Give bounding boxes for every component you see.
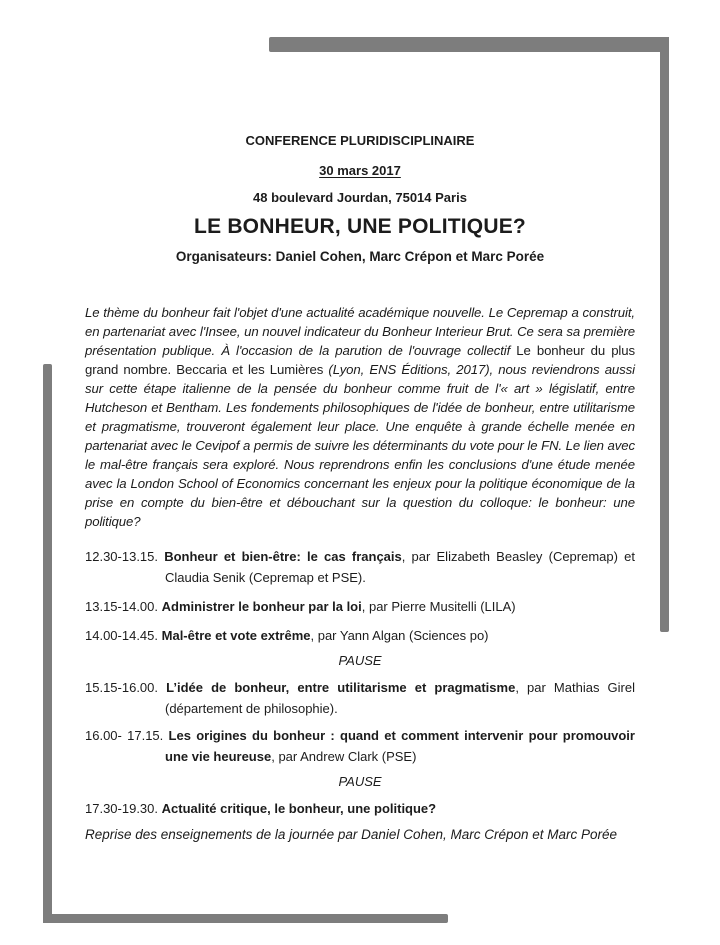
scan-shadow-left <box>43 364 52 923</box>
page-title: LE BONHEUR, UNE POLITIQUE? <box>194 215 526 238</box>
talk-details: , par Andrew Clark (PSE) <box>271 748 417 764</box>
schedule-item-1 <box>85 546 635 588</box>
conference-address: 48 boulevard Jourdan, 75014 Paris <box>253 190 467 205</box>
schedule-item-3 <box>85 625 635 646</box>
talk-title: Actualité critique, le bonheur, une politique? <box>161 800 437 816</box>
pause-label: PAUSE <box>338 652 382 668</box>
time-slot: 15.15-16.00. <box>85 679 159 695</box>
talk-title: L’idée de bonheur, entre utilitarisme et pragmatisme <box>166 679 516 695</box>
scan-shadow-right <box>660 37 669 632</box>
book-title: Le bonheur du plus grand nombre. Beccaria et les Lumières <box>85 342 635 377</box>
talk-details: , par Mathias Girel (département de philosophie). <box>165 679 636 716</box>
intro-text-before: Le thème du bonheur fait l'objet d'une actualité académique nouvelle. Le Cepremap a construit, en partenariat avec l'Insee, un nouvel indicateur du Bonheur Interieur Brut. Ce sera sa première présentation publique. À l'occasion de la parution de l'ouvrage collectif <box>85 304 635 358</box>
time-slot: 12.30-13.15. <box>85 548 159 564</box>
schedule-item-4 <box>85 677 635 719</box>
time-slot: 13.15-14.00. <box>85 598 159 614</box>
scan-shadow-bottom <box>43 914 448 923</box>
intro-paragraph <box>85 303 635 531</box>
talk-details: , par Pierre Musitelli (LILA) <box>361 598 516 614</box>
schedule-item-2 <box>85 596 635 617</box>
time-slot: 17.30-19.30. <box>85 800 159 816</box>
talk-title: Bonheur et bien-être: le cas français <box>164 548 402 564</box>
time-slot: 16.00- 17.15. <box>85 727 164 743</box>
conference-kicker: CONFERENCE PLURIDISCIPLINAIRE <box>245 133 475 148</box>
talk-title: Administrer le bonheur par la loi <box>161 598 362 614</box>
pause-label: PAUSE <box>338 773 382 789</box>
talk-details: , par Yann Algan (Sciences po) <box>310 627 489 643</box>
intro-text-after: (Lyon, ENS Éditions, 2017), nous reviendrons aussi sur cette étape italienne de la pensée du bonheur comme fruit de l'« art » législatif, entre Hutcheson et Bentham. Les fondements philosophiques de l'idée de bonheur, entre utilitarisme et pragmatisme, trouveront également leur place. Une enquête à grande échelle menée en partenariat avec le Cevipof a permis de suivre les déterminants du vote pour le FN. Le lien avec le mal-être français sera exploré. Nous reprendrons enfin les conclusions d'une étude menée avec la London School of Economics concernant les enjeux pour la politique économique de la prise en compte du bien-être et débouchant sur la question du colloque: le bonheur: une politique? <box>85 361 635 529</box>
schedule-item-5 <box>85 725 635 767</box>
time-slot: 14.00-14.45. <box>85 627 159 643</box>
organizers-line: Organisateurs: Daniel Cohen, Marc Crépon et Marc Porée <box>175 249 545 264</box>
talk-title: Mal-être et vote extrême <box>161 627 311 643</box>
schedule-list <box>85 546 635 819</box>
talk-details: , par Elizabeth Beasley (Cepremap) et Claudia Senik (Cepremap et PSE). <box>165 548 635 585</box>
conference-date: 30 mars 2017 <box>319 163 401 178</box>
talk-title: Les origines du bonheur : quand et comment intervenir pour promouvoir une vie heureuse <box>165 727 635 764</box>
closing-line: Reprise des enseignements de la journée par Daniel Cohen, Marc Crépon et Marc Porée <box>85 826 618 842</box>
document-content <box>85 0 635 843</box>
schedule-item-6 <box>85 798 635 819</box>
